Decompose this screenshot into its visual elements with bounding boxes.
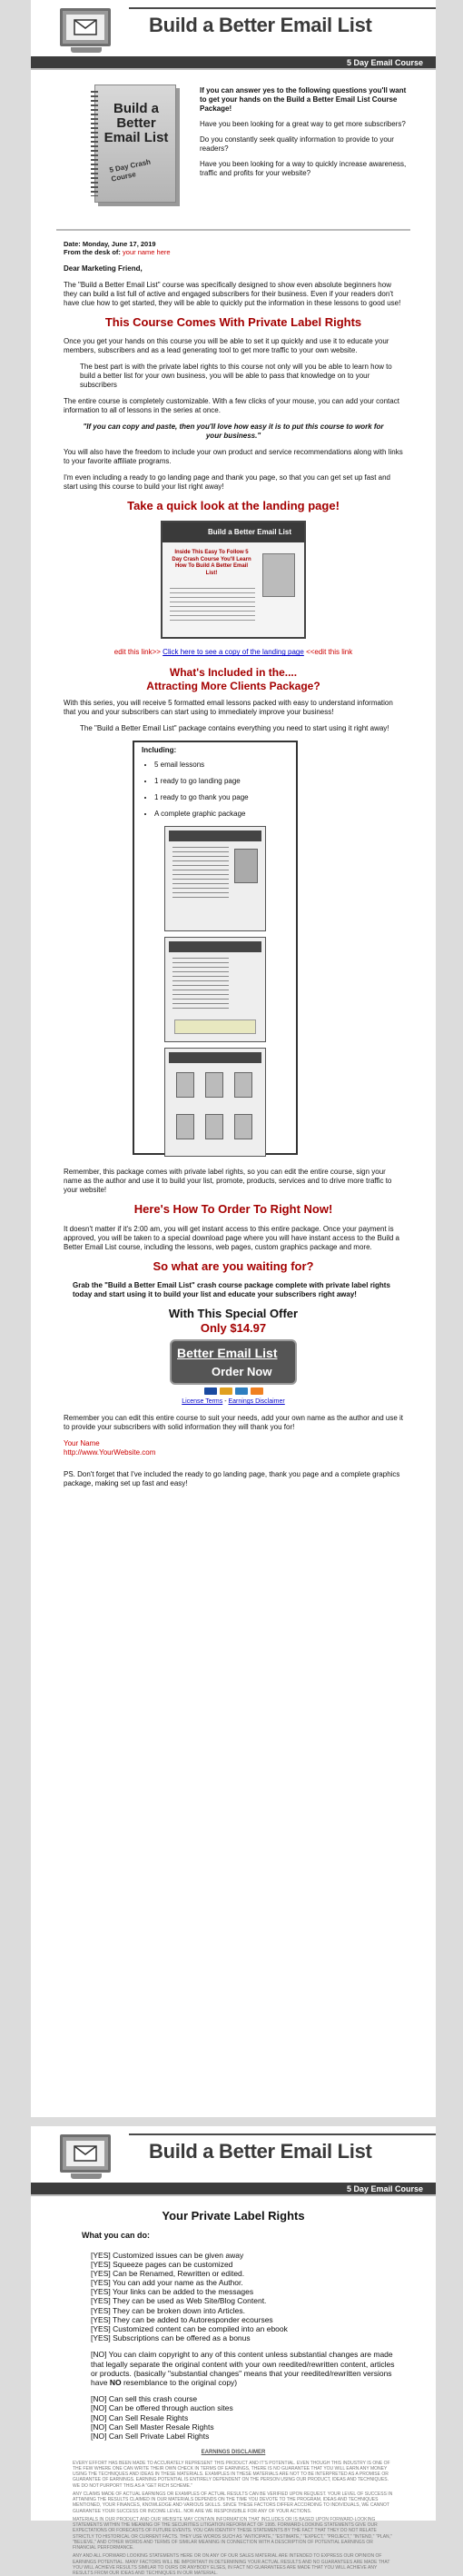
landing-page-thumbnail [164, 826, 266, 931]
list-item: • 5 email lessons [154, 761, 289, 770]
list-item: • A complete graphic package [154, 810, 289, 819]
letter-body [31, 231, 436, 1488]
license-terms-link[interactable]: License Terms [182, 1398, 223, 1406]
rights-title: Your Private Label Rights [162, 2209, 305, 2223]
list-item: [YES] They can be used as Web Site/Blog Content. [91, 2296, 267, 2306]
list-item: [NO] You can claim copyright to any of this content unless substantial changes are made that legally separate the original content with your own reedited/rewritten content, articles or products. (basically "substantial changes" means that your reedited/rewritten versions have NO resemblance to the original copy) [91, 2350, 395, 2387]
paragraph: The entire course is completely customizable. With a few clicks of your mouse, you can add your contact information to all of lessons in the series at once. [64, 397, 399, 414]
paragraph: The best part is with the private label rights to this course not only will you be able to learn how to build a better list for your own business, you will be able to pass that knowledge on to your subscribers [80, 363, 392, 389]
thank-you-page-thumbnail [164, 937, 266, 1042]
list-item: [YES] Subscriptions can be offered as a bonus [91, 2333, 251, 2343]
list-item: [YES] Your links can be added to the messages [91, 2287, 254, 2297]
yes-list [91, 2251, 403, 2442]
mastercard-icon [220, 1387, 232, 1395]
included-title: Including: [142, 746, 177, 755]
disclaimer-paragraph: ANY CLAIMS MADE OF ACTUAL EARNINGS OR EXAMPLES OF ACTUAL RESULTS CAN BE VERIFIED UPON REQUEST. YOUR LEVEL OF SUCCESS IN ATTAINING THE RESULTS CLAIMED IN OUR MATERIALS DEPENDS ON THE TIME YOU DEVOTE TO THE PROGRAM, IDEAS AND TECHNIQUES MENTIONED, YOUR FINANCES, KNOWLEDGE AND VARIOUS SKILLS. SINCE THESE FACTORS DIFFER ACCORDING TO INDIVIDUALS, WE CANNOT GUARANTEE YOUR SUCCESS OR INCOME LEVEL. NOR ARE WE RESPONSIBLE FOR ANY OF YOUR ACTIONS. [73, 2491, 393, 2514]
header-title: Build a Better Email List [149, 14, 372, 36]
hero-question: Have you been looking for a great way to get more subscribers? [200, 120, 406, 128]
disclaimer-title: EARNINGS DISCLAIMER [201, 2450, 266, 2456]
hero-question: Do you constantly seek quality information to provide to your readers? [200, 135, 394, 153]
header-subtitle: 5 Day Email Course [31, 2183, 436, 2196]
signature-url: http://www.YourWebsite.com [64, 1448, 156, 1457]
earnings-disclaimer-link[interactable]: Earnings Disclaimer [228, 1398, 285, 1406]
paragraph: Once you get your hands on this course you will be able to set it up quickly and use it to educate your members, subscribers and as a lead generating tool to get more traffic to your own website. [64, 337, 389, 354]
letter-from: From the desk of: your name here [64, 248, 171, 257]
list-item: [YES] Customized content can be compiled into an ebook [91, 2324, 288, 2333]
heading-included: What's Included in the.... [169, 666, 298, 680]
signature-name: Your Name [64, 1439, 100, 1447]
header-subtitle: 5 Day Email Course [31, 56, 436, 70]
disclaimer-paragraph: ANY AND ALL FORWARD LOOKING STATEMENTS HERE OR ON ANY OF OUR SALES MATERIAL ARE INTENDED TO EXPRESS OUR OPINION OF EARNINGS POTENTIAL. MANY FACTORS WILL BE IMPORTANT IN DETERMINING YOUR ACTUAL RESULTS AND NO GUARANTEES ARE MADE THAT YOU WILL ACHIEVE RESULTS SIMILAR TO OURS OR ANYBODY ELSES, IN FACT NO GUARANTEES ARE MADE THAT YOU WILL ACHIEVE ANY RESULTS FROM OUR IDEAS AND TECHNIQUES IN OUR MATERIAL. [73, 2553, 390, 2576]
paragraph: You will also have the freedom to include your own product and service recommendations along with links to your favorite affiliate programs. [64, 448, 403, 465]
offer-price: Only $14.97 [200, 1321, 267, 1335]
letter-date: Date: Monday, June 17, 2019 [64, 240, 156, 248]
list-item: [YES] Squeeze pages can be customized [91, 2259, 233, 2269]
header-banner [31, 2126, 436, 2183]
rights-page [31, 2126, 436, 2576]
list-item: • 1 ready to go thank you page [154, 793, 289, 802]
paragraph: Remember you can edit this entire course to suit your needs, add your own name as the author and use it to provide your subscribers with solid information they will thank you for! [64, 1414, 403, 1431]
amex-icon [235, 1387, 248, 1395]
heading-waiting: So what are you waiting for? [153, 1258, 314, 1273]
envelope-icon [74, 2145, 97, 2162]
what-you-can-do: What you can do: [82, 2231, 150, 2241]
payment-icons [64, 1387, 403, 1395]
list-item: • 1 ready to go landing page [154, 777, 289, 786]
paragraph: Grab the "Build a Better Email List" crash course package complete with private label rights today and start using it to build your list and educate your subscribers right away! [73, 1280, 390, 1298]
offer-title: With This Special Offer [168, 1306, 299, 1320]
postscript: PS. Don't forget that I've included the ready to go landing page, thank you page and a complete graphics package, making set up fast and easy! [64, 1470, 400, 1487]
heading-included-2: Attracting More Clients Package? [146, 680, 320, 693]
visa-icon [204, 1387, 217, 1395]
list-item: [YES] Can be Renamed, Rewritten or edited. [91, 2268, 245, 2278]
list-item: [NO] Can sell this crash course [91, 2394, 198, 2404]
list-item: [YES] They can be added to Autoresponder ecourses [91, 2314, 273, 2324]
heading-plr: This Course Comes With Private Label Rights [104, 314, 362, 329]
list-item: [NO] Can Sell Master Resale Rights [91, 2422, 214, 2432]
order-now-button[interactable]: Better Email List Order Now [170, 1339, 297, 1385]
disclaimer-paragraph: MATERIALS IN OUR PRODUCT AND OUR WEBSITE MAY CONTAIN INFORMATION THAT INCLUDES OR IS BASED UPON FORWARD-LOOKING STATEMENTS WITHIN THE MEANING OF THE SECURITIES LITIGATION REFORM ACT OF 1995. FORWARD-LOOKING STATEMENTS GIVE OUR EXPECTATIONS OR FORECASTS OF FUTURE EVENTS. YOU CAN IDENTIFY THESE STATEMENTS BY THE FACT THAT THEY DO NOT RELATE STRICTLY TO HISTORICAL OR CURRENT FACTS. THEY USE WORDS SUCH AS "ANTICIPATE," "ESTIMATE," "EXPECT," "PROJECT," "INTEND," "PLAN," "BELIEVE," AND OTHER WORDS AND TERMS OF SIMILAR MEANING IN CONNECTION WITH A DESCRIPTION OF POTENTIAL EARNINGS OR FINANCIAL PERFORMANCE. [73, 2516, 392, 2551]
greeting: Dear Marketing Friend, [64, 264, 143, 273]
paragraph: With this series, you will receive 5 formatted email lessons packed with easy to understand information that you and your subscribers can start using to immediately improve your business! [64, 699, 393, 717]
paragraph: Remember, this package comes with private label rights, so you can edit the entire course, sign your name as the author and use it to build your list, promote, products, services and to drive more traffic to your website! [64, 1168, 392, 1195]
list-item: [NO] Can be offered through auction sites [91, 2403, 233, 2413]
graphics-thumbnail [164, 1048, 266, 1157]
paragraph: It doesn't matter if it's 2:00 am, you will get instant access to this entire package. Once your payment is approved, you will be taken to a special download page where you will have instant access to the Build a Better Email List course, including the lessons, web pages, custom graphics package and more. [64, 1224, 400, 1251]
paragraph: The "Build a Better Email List" course was specifically designed to show even absolute beginners how they can build a list full of active and engaged subscribers for their business. Even if your readers don't have clue how to get started, they will be able to quickly put the information in these lessons to good use! [64, 280, 401, 307]
landing-page-screenshot: Build a Better Email List Inside This Easy To Follow 5 Day Crash Course You'll Learn How To Build A Better Email List! [161, 521, 306, 639]
hero-questions [200, 86, 409, 184]
list-item: [YES] You can add your name as the Author. [91, 2278, 243, 2288]
header-title: Build a Better Email List [149, 2140, 372, 2163]
landing-link-row: edit this link>> Click here to see a copy of the landing page <<edit this link [113, 648, 353, 657]
landing-page-link[interactable]: Click here to see a copy of the landing page [163, 648, 304, 657]
list-item: [NO] Can Sell Resale Rights [91, 2412, 189, 2422]
discover-icon [251, 1387, 263, 1395]
book-image [262, 553, 295, 597]
paragraph: I'm even including a ready to go landing page and thank you page, so that you can get set up fast and start using this course to build your list right away! [64, 473, 391, 491]
hero-question: Have you been looking for a way to quickly increase awareness, traffic and profits for your website? [200, 160, 407, 177]
earnings-disclaimer [73, 2450, 394, 2576]
hero-lead: If you can answer yes to the following questions you'll want to get your hands on the Build a Better Email List Course Package! [200, 86, 407, 113]
envelope-icon [74, 19, 97, 35]
book-cover-image: Build a Better Email List 5 Day Crash Course [94, 85, 176, 203]
included-box [133, 741, 298, 1155]
disclaimer-paragraph: EVERY EFFORT HAS BEEN MADE TO ACCURATELY REPRESENT THIS PRODUCT AND IT'S POTENTIAL. EVEN THOUGH THIS INDUSTRY IS ONE OF THE FEW WHERE ONE CAN WRITE THEIR OWN CHECK IN TERMS OF EARNINGS, THERE IS NO GUARANTEE THAT YOU WILL EARN ANY MONEY USING THE TECHNIQUES AND IDEAS IN THESE MATERIALS. EXAMPLES IN THESE MATERIALS ARE NOT TO BE INTERPRETED AS A PROMISE OR GUARANTEE OF EARNINGS. EARNING POTENTIAL IS ENTIRELY DEPENDENT ON THE PERSON USING OUR PRODUCT, IDEAS AND TECHNIQUES. WE DO NOT PURPORT THIS AS A "GET RICH SCHEME." [73, 2460, 390, 2489]
laptop-icon [60, 2134, 111, 2173]
hero [31, 70, 436, 229]
list-item: [YES] Customized issues can be given away [91, 2250, 244, 2260]
list-item: [YES] They can be broken down into Articles. [91, 2305, 245, 2315]
list-item: [NO] Can Sell Private Label Rights [91, 2431, 210, 2441]
legal-links: License Terms - Earnings Disclaimer [182, 1398, 285, 1406]
heading-order: Here's How To Order To Right Now! [133, 1202, 333, 1217]
laptop-icon [60, 8, 111, 46]
sales-page [31, 0, 436, 2117]
paragraph: The "Build a Better Email List" package contains everything you need to start using it right away! [80, 724, 389, 733]
heading-landing: Take a quick look at the landing page! [127, 499, 340, 512]
quote: "If you can copy and paste, then you'll love how easy it is to put this course to work for your business." [83, 423, 384, 440]
rights-body [31, 2196, 436, 2576]
header-banner [31, 0, 436, 56]
included-list [142, 761, 289, 819]
